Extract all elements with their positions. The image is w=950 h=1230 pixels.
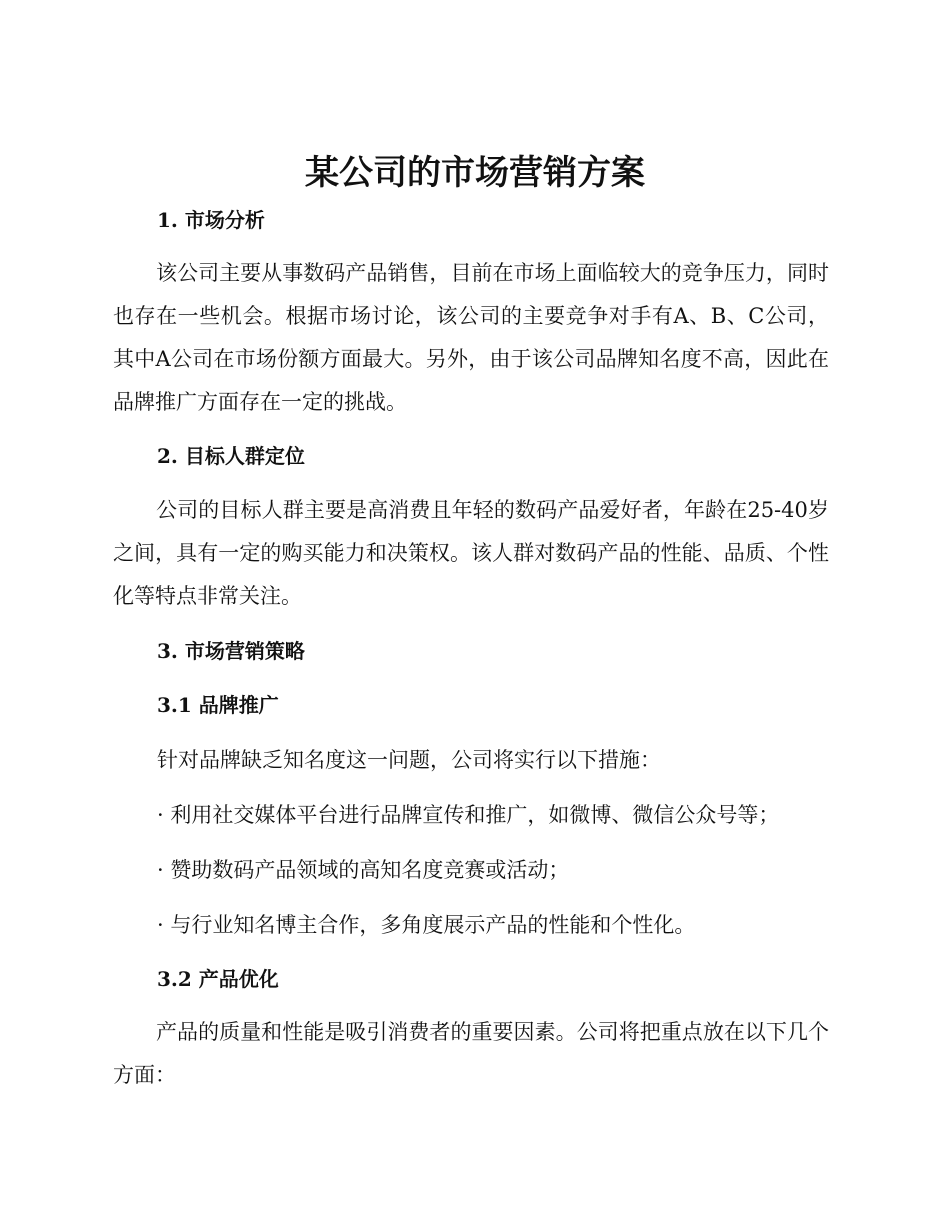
paragraph-brand-promotion-intro: 针对品牌缺乏知名度这一问题，公司将实行以下措施： (157, 748, 661, 772)
document-title: 某公司的市场营销方案 (305, 153, 645, 193)
subsection-heading-product-optimization: 3.2 产品优化 (157, 967, 279, 991)
paragraph-market-analysis: 该公司主要从事数码产品销售，目前在市场上面临较大的竞争压力，同时也存在一些机会。根据市场讨论，该公司的主要竞争对手有A、B、C公司，其中A公司在市场份额方面最大。另外，由于该公司品牌知名度不高，因此在品牌推广方面存在一定的挑战。 (113, 261, 829, 414)
section-heading-marketing-strategy: 3. 市场营销策略 (157, 639, 305, 663)
paragraph-target-audience: 公司的目标人群主要是高消费且年轻的数码产品爱好者，年龄在25-40岁之间，具有一定的购买能力和决策权。该人群对数码产品的性能、品质、个性化等特点非常关注。 (113, 498, 829, 608)
list-item-sponsorship: · 赞助数码产品领域的高知名度竞赛或活动； (157, 858, 570, 882)
list-item-social-media: · 利用社交媒体平台进行品牌宣传和推广，如微博、微信公众号等； (157, 803, 780, 827)
subsection-heading-brand-promotion: 3.1 品牌推广 (157, 693, 279, 717)
paragraph-product-optimization: 产品的质量和性能是吸引消费者的重要因素。公司将把重点放在以下几个方面： (113, 1020, 829, 1087)
section-heading-market-analysis: 1. 市场分析 (157, 208, 265, 232)
list-item-blogger-cooperation: · 与行业知名博主合作，多角度展示产品的性能和个性化。 (157, 913, 696, 937)
section-heading-target-audience: 2. 目标人群定位 (157, 444, 305, 468)
